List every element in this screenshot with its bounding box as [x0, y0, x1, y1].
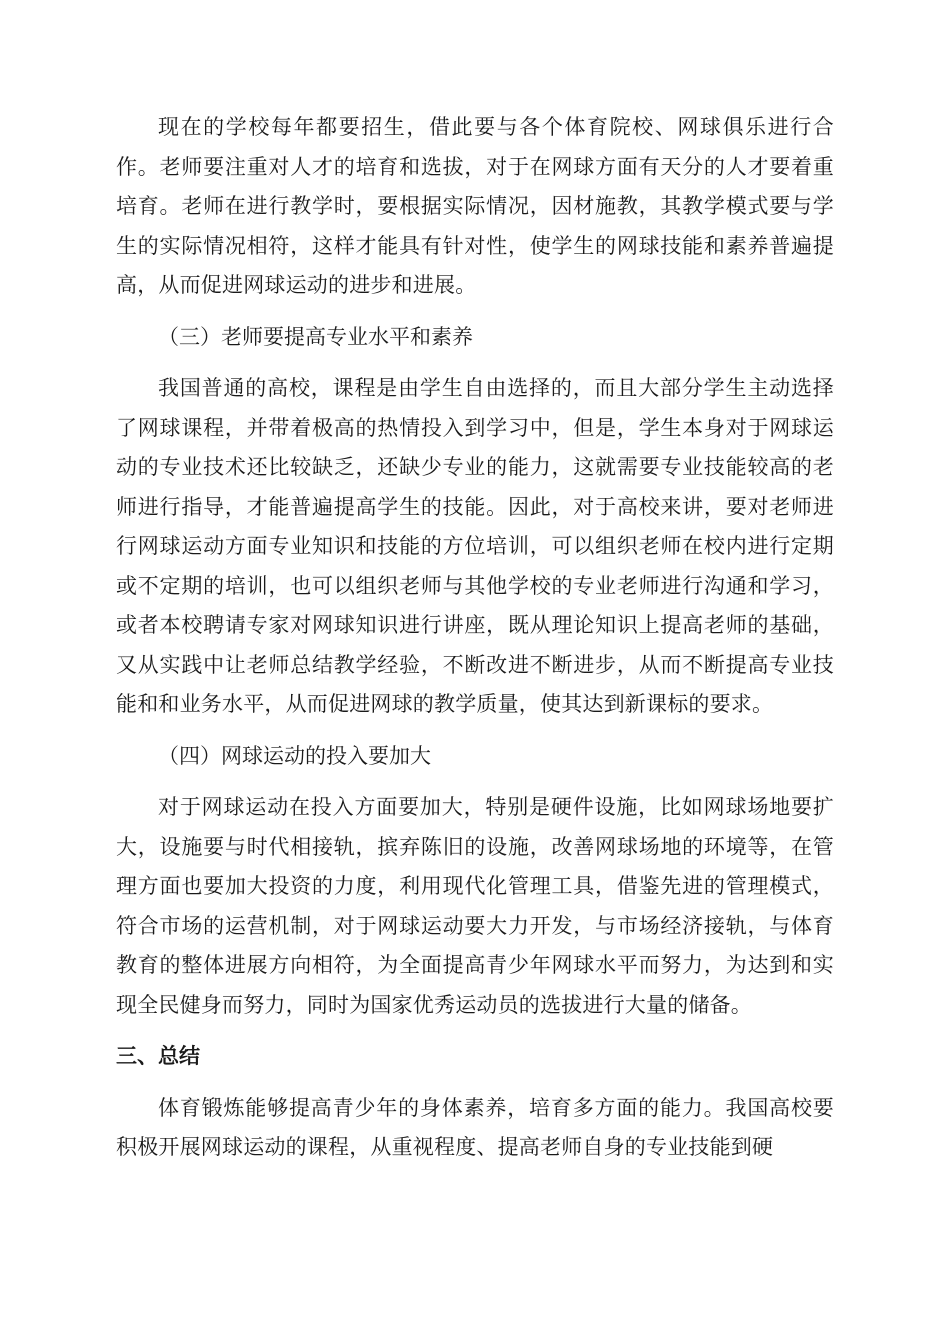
paragraph-summary: 体育锻炼能够提高青少年的身体素养，培育多方面的能力。我国高校要积极开展网球运动的课程，从重视程度、提高老师自身的专业技能到硬 [116, 1095, 834, 1159]
paragraph-teacher-training: 我国普通的高校，课程是由学生自由选择的，而且大部分学生主动选择了网球课程，并带着极高的热情投入到学习中，但是，学生本身对于网球运动的专业技术还比较缺乏，还缺少专业的能力，这就需要专业技能较高的老师进行指导，才能普遍提高学生的技能。因此，对于高校来讲，要对老师进行网球运动方面专业知识和技能的方位培训，可以组织老师在校内进行定期或不定期的培训，也可以组织老师与其他学校的专业老师进行沟通和学习，或者本校聘请专家对网球知识进行讲座，既从理论知识上提高老师的基础，又从实践中让老师总结教学经验，不断改进不断进步，从而不断提高专业技能和和业务水平，从而促进网球的教学质量，使其达到新课标的要求。 [116, 376, 834, 716]
paragraph-recruitment: 现在的学校每年都要招生，借此要与各个体育院校、网球俱乐进行合作。老师要注重对人才的培育和选拔，对于在网球方面有天分的人才要着重培育。老师在进行教学时，要根据实际情况，因材施教，其教学模式要与学生的实际情况相符，这样才能具有针对性，使学生的网球技能和素养普遍提高，从而促进网球运动的进步和进展。 [116, 115, 834, 297]
paragraph-investment: 对于网球运动在投入方面要加大，特别是硬件设施，比如网球场地要扩大，设施要与时代相接轨，摈弃陈旧的设施，改善网球场地的环境等，在管理方面也要加大投资的力度，利用现代化管理工具，借鉴先进的管理模式，符合市场的运营机制，对于网球运动要大力开发，与市场经济接轨，与体育教育的整体进展方向相符，为全面提高青少年网球水平而努力，为达到和实现全民健身而努力，同时为国家优秀运动员的选拔进行大量的储备。 [116, 795, 834, 1017]
section-title-summary: 三、总结 [116, 1044, 200, 1068]
document-page [116, 108, 834, 1168]
subheading-teacher-professional-level: （三）老师要提高专业水平和素养 [158, 324, 473, 349]
subheading-tennis-investment: （四）网球运动的投入要加大 [158, 743, 431, 768]
